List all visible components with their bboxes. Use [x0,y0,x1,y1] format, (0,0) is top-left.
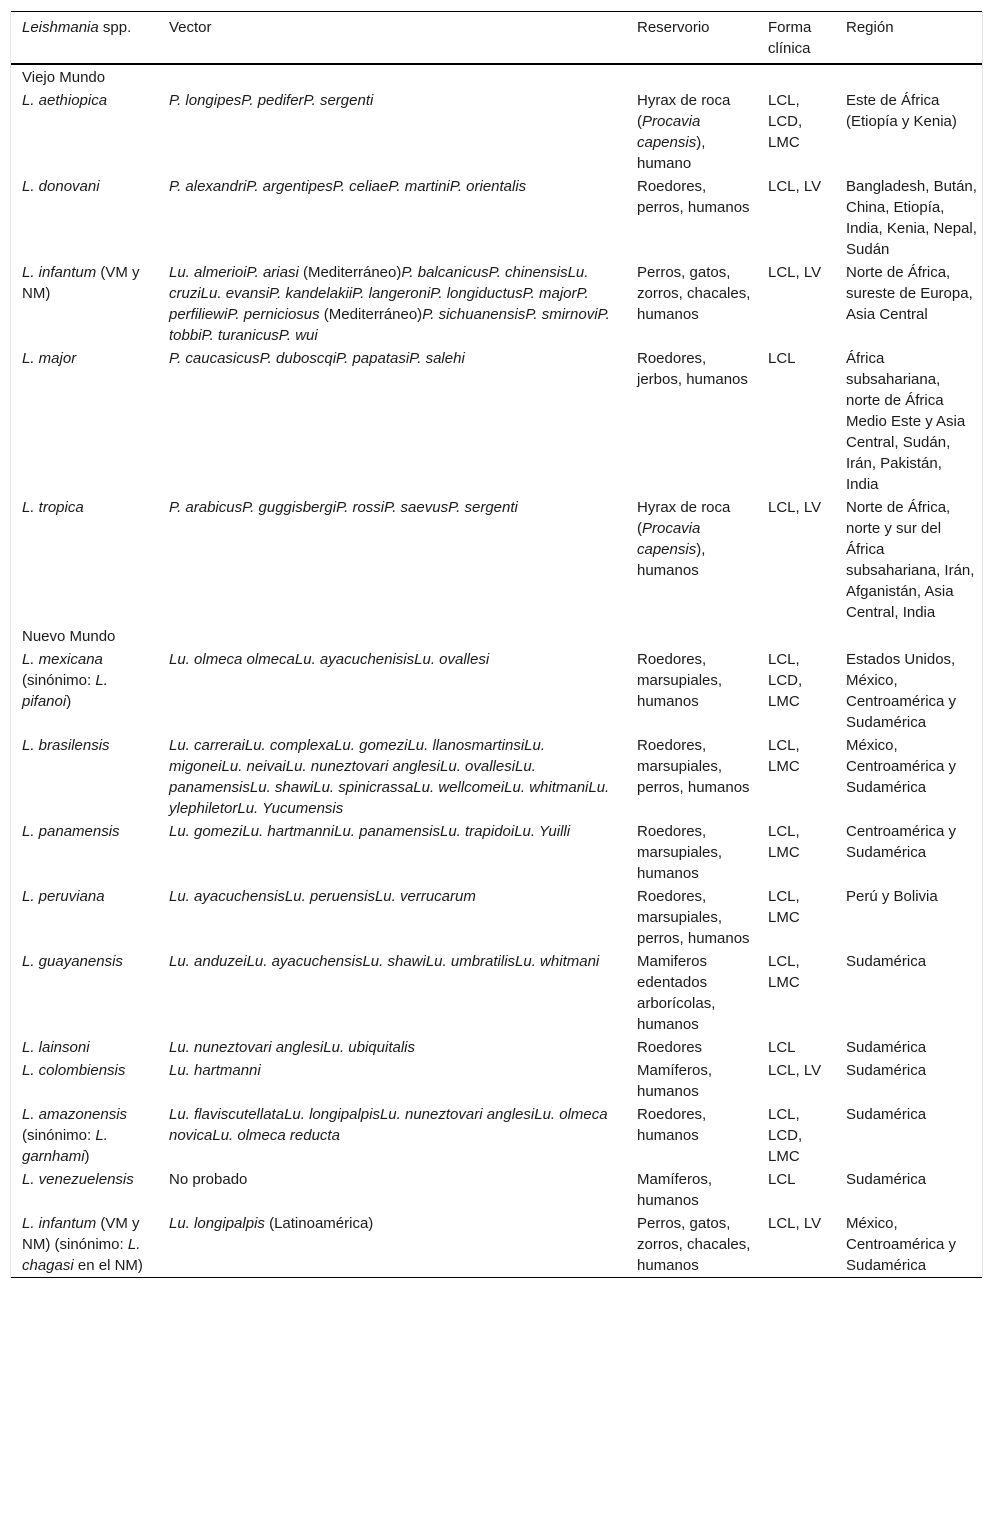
cell-region: Norte de África, norte y sur del África subsahariana, Irán, Afganistán, Asia Central, India [846,499,975,621]
cell-clinical-form: LCL, LV [768,178,822,195]
reservoir-run: Roedores, humanos [637,1106,707,1144]
species-run: L. donovani [22,178,100,195]
vector-run: P. caucasicusP. duboscqiP. papatasiP. salehi [169,350,465,367]
species-run: L. infantum [22,1215,97,1232]
cell-reservoir [626,820,757,885]
cell-region: Bangladesh, Bután, China, Etiopía, India, Kenia, Nepal, Sudán [846,178,977,258]
species-run: (VM y NM) (sinónimo: [22,1215,140,1253]
cell-region: Este de África (Etiopía y Kenia) [846,92,957,130]
cell-species [11,1059,158,1103]
vector-run: Lu. anduzeiLu. ayacuchensisLu. shawiLu. umbratilisLu. whitmani [169,953,600,970]
table-row [11,950,982,1036]
table-row [11,1168,982,1212]
cell-clinical-form: LCL [768,350,796,367]
cell-species [11,175,158,261]
reservoir-run: Mamíferos, humanos [637,1171,713,1209]
reservoir-run: Roedores, jerbos, humanos [637,350,748,388]
reservoir-run: Roedores, marsupiales, perros, humanos [637,888,750,947]
cell-reservoir [626,496,757,624]
table-row [11,1059,982,1103]
table-row [11,1103,982,1168]
species-run: en el NM) [73,1257,143,1274]
cell-reservoir [626,734,757,820]
table-row [11,496,982,624]
cell-vector [158,734,626,820]
header-species-genus: Leishmania [22,19,99,36]
cell-region: Sudamérica [846,1106,927,1123]
group-row [11,624,982,648]
header-species-suffix: spp. [98,19,132,36]
species-run: L. chagasi [22,1236,141,1274]
cell-species [11,885,158,950]
table-row [11,175,982,261]
cell-clinical-form: LCL, LV [768,1062,822,1079]
header-species [11,12,158,65]
species-run: L. lainsoni [22,1039,90,1056]
species-run: L. tropica [22,499,84,516]
reservoir-run: Roedores, marsupiales, humanos [637,651,723,710]
reservoir-run: Roedores [637,1039,703,1056]
reservoir-run: Roedores, marsupiales, perros, humanos [637,737,750,796]
reservoir-run: Roedores, perros, humanos [637,178,750,216]
reservoir-run: Mamiferos edentados arborícolas, humanos [637,953,716,1033]
cell-region: Sudamérica [846,1039,927,1056]
cell-clinical-form: LCL, LMC [768,888,800,926]
header-region: Región [846,19,894,36]
cell-vector [158,820,626,885]
species-run: L. colombiensis [22,1062,126,1079]
cell-vector [158,261,626,347]
cell-vector [158,885,626,950]
leishmania-table-container [10,11,983,1278]
cell-reservoir [626,950,757,1036]
species-run: L. pifanoi [22,672,108,710]
cell-reservoir [626,89,757,175]
cell-vector [158,1212,626,1278]
reservoir-run: Procavia capensis [637,113,701,151]
cell-species [11,1036,158,1059]
cell-region: México, Centroamérica y Sudamérica [846,737,957,796]
species-run: L. guayanensis [22,953,123,970]
cell-reservoir [626,1059,757,1103]
header-row [11,12,982,65]
vector-run: P. alexandriP. argentipesP. celiaeP. martiniP. orientalis [169,178,527,195]
leishmania-species-table [11,11,982,1278]
species-run: L. panamensis [22,823,120,840]
vector-run: Lu. ayacuchensisLu. peruensisLu. verrucarum [169,888,476,905]
cell-vector [158,648,626,734]
vector-run: (Latinoamérica) [264,1215,374,1232]
cell-reservoir [626,1212,757,1278]
species-run: (sinónimo: [22,672,96,689]
header-vector: Vector [169,19,212,36]
cell-vector [158,89,626,175]
species-run: L. aethiopica [22,92,108,109]
cell-vector [158,175,626,261]
reservoir-run: Roedores, marsupiales, humanos [637,823,723,882]
species-run: L. garnhami [22,1127,108,1165]
vector-run: Lu. gomeziLu. hartmanniLu. panamensisLu. trapidoiLu. Yuilli [169,823,571,840]
vector-run: P. balcanicusP. chinensisLu. cruziLu. evansiP. kandelakiiP. langeroniP. longiductusP. majorP. perfiliewiP. perniciosus [169,264,589,323]
table-row [11,261,982,347]
cell-region: Sudamérica [846,953,927,970]
table-row [11,885,982,950]
species-run: L. mexicana [22,651,103,668]
cell-clinical-form: LCL, LCD, LMC [768,92,803,151]
cell-reservoir [626,648,757,734]
group-row [11,64,982,89]
vector-run: (Mediterráneo) [319,306,423,323]
cell-region: África subsahariana, norte de África Medio Este y Asia Central, Sudán, Irán, Pakistán, India [846,350,966,493]
cell-region: Centroamérica y Sudamérica [846,823,957,861]
vector-run: Lu. hartmanni [169,1062,261,1079]
cell-clinical-form: LCL, LV [768,499,822,516]
cell-vector [158,1103,626,1168]
cell-species [11,1168,158,1212]
species-run: (sinónimo: [22,1127,96,1144]
cell-vector [158,1036,626,1059]
cell-reservoir [626,885,757,950]
group-label: Viejo Mundo [22,69,106,86]
cell-species [11,261,158,347]
vector-run: Lu. almerioiP. ariasi [169,264,299,281]
reservoir-run: Hyrax de roca ( [637,499,731,537]
vector-run: No probado [169,1171,248,1188]
cell-vector [158,1059,626,1103]
cell-reservoir [626,1036,757,1059]
reservoir-run: Perros, gatos, zorros, chacales, humanos [637,1215,751,1274]
table-row [11,1036,982,1059]
species-run: (VM y NM) [22,264,140,302]
table-row [11,347,982,496]
vector-run: P. arabicusP. guggisbergiP. rossiP. saevusP. sergenti [169,499,518,516]
table-row [11,820,982,885]
cell-clinical-form: LCL, LV [768,264,822,281]
cell-species [11,820,158,885]
reservoir-run: Procavia capensis [637,520,701,558]
cell-reservoir [626,1168,757,1212]
cell-region: México, Centroamérica y Sudamérica [846,1215,957,1274]
reservoir-run: Hyrax de roca ( [637,92,731,130]
cell-vector [158,496,626,624]
table-row [11,734,982,820]
cell-clinical-form: LCL [768,1039,796,1056]
cell-clinical-form: LCL, LV [768,1215,822,1232]
species-run: ) [84,1148,90,1165]
cell-region: Perú y Bolivia [846,888,938,905]
species-run: L. infantum [22,264,97,281]
vector-run: Lu. nuneztovari anglesiLu. ubiquitalis [169,1039,415,1056]
cell-species [11,734,158,820]
header-clinical-form: Forma clínica [768,19,812,57]
header-reservoir: Reservorio [637,19,710,36]
cell-vector [158,1168,626,1212]
cell-clinical-form: LCL, LCD, LMC [768,651,803,710]
table-row [11,1212,982,1278]
cell-region: Estados Unidos, México, Centroamérica y Sudamérica [846,651,957,731]
reservoir-run: ), humanos [637,541,706,579]
cell-reservoir [626,175,757,261]
reservoir-run: Mamíferos, humanos [637,1062,713,1100]
cell-region: Sudamérica [846,1171,927,1188]
cell-species [11,347,158,496]
vector-run: (Mediterráneo) [298,264,402,281]
cell-species [11,1103,158,1168]
cell-reservoir [626,1103,757,1168]
species-run: L. peruviana [22,888,105,905]
cell-species [11,496,158,624]
cell-reservoir [626,261,757,347]
table-row [11,89,982,175]
cell-vector [158,950,626,1036]
vector-run: P. longipesP. pediferP. sergenti [169,92,374,109]
vector-run: Lu. longipalpis [169,1215,265,1232]
cell-reservoir [626,347,757,496]
cell-clinical-form: LCL, LMC [768,823,800,861]
cell-clinical-form: LCL [768,1171,796,1188]
vector-run: P. sichuanensisP. smirnoviP. tobbiP. turanicusP. wui [169,306,610,344]
vector-run: Lu. olmeca olmecaLu. ayacuchenisisLu. ovallesi [169,651,490,668]
cell-region: Norte de África, sureste de Europa, Asia Central [846,264,973,323]
table-body [11,64,982,1278]
table-header [11,12,982,65]
species-run: L. amazonensis [22,1106,128,1123]
table-row [11,648,982,734]
cell-clinical-form: LCL, LMC [768,953,800,991]
vector-run: Lu. flaviscutellataLu. longipalpisLu. nuneztovari anglesiLu. olmeca novicaLu. olmeca reducta [169,1106,608,1144]
cell-species [11,950,158,1036]
cell-species [11,648,158,734]
species-run: L. major [22,350,77,367]
cell-species [11,1212,158,1278]
vector-run: Lu. carreraiLu. complexaLu. gomeziLu. llanosmartinsiLu. migoneiLu. neivaiLu. nuneztovari anglesiLu. ovallesiLu. panamensisLu. shawiLu. spinicrassaLu. wellcomeiLu. whitmaniLu. ylephiletorLu. Yucumensis [169,737,610,817]
species-run: ) [66,693,72,710]
cell-species [11,89,158,175]
cell-region: Sudamérica [846,1062,927,1079]
reservoir-run: ), humano [637,134,706,172]
group-label: Nuevo Mundo [22,628,116,645]
species-run: L. venezuelensis [22,1171,134,1188]
cell-vector [158,347,626,496]
cell-clinical-form: LCL, LMC [768,737,800,775]
cell-clinical-form: LCL, LCD, LMC [768,1106,803,1165]
species-run: L. brasilensis [22,737,110,754]
reservoir-run: Perros, gatos, zorros, chacales, humanos [637,264,751,323]
